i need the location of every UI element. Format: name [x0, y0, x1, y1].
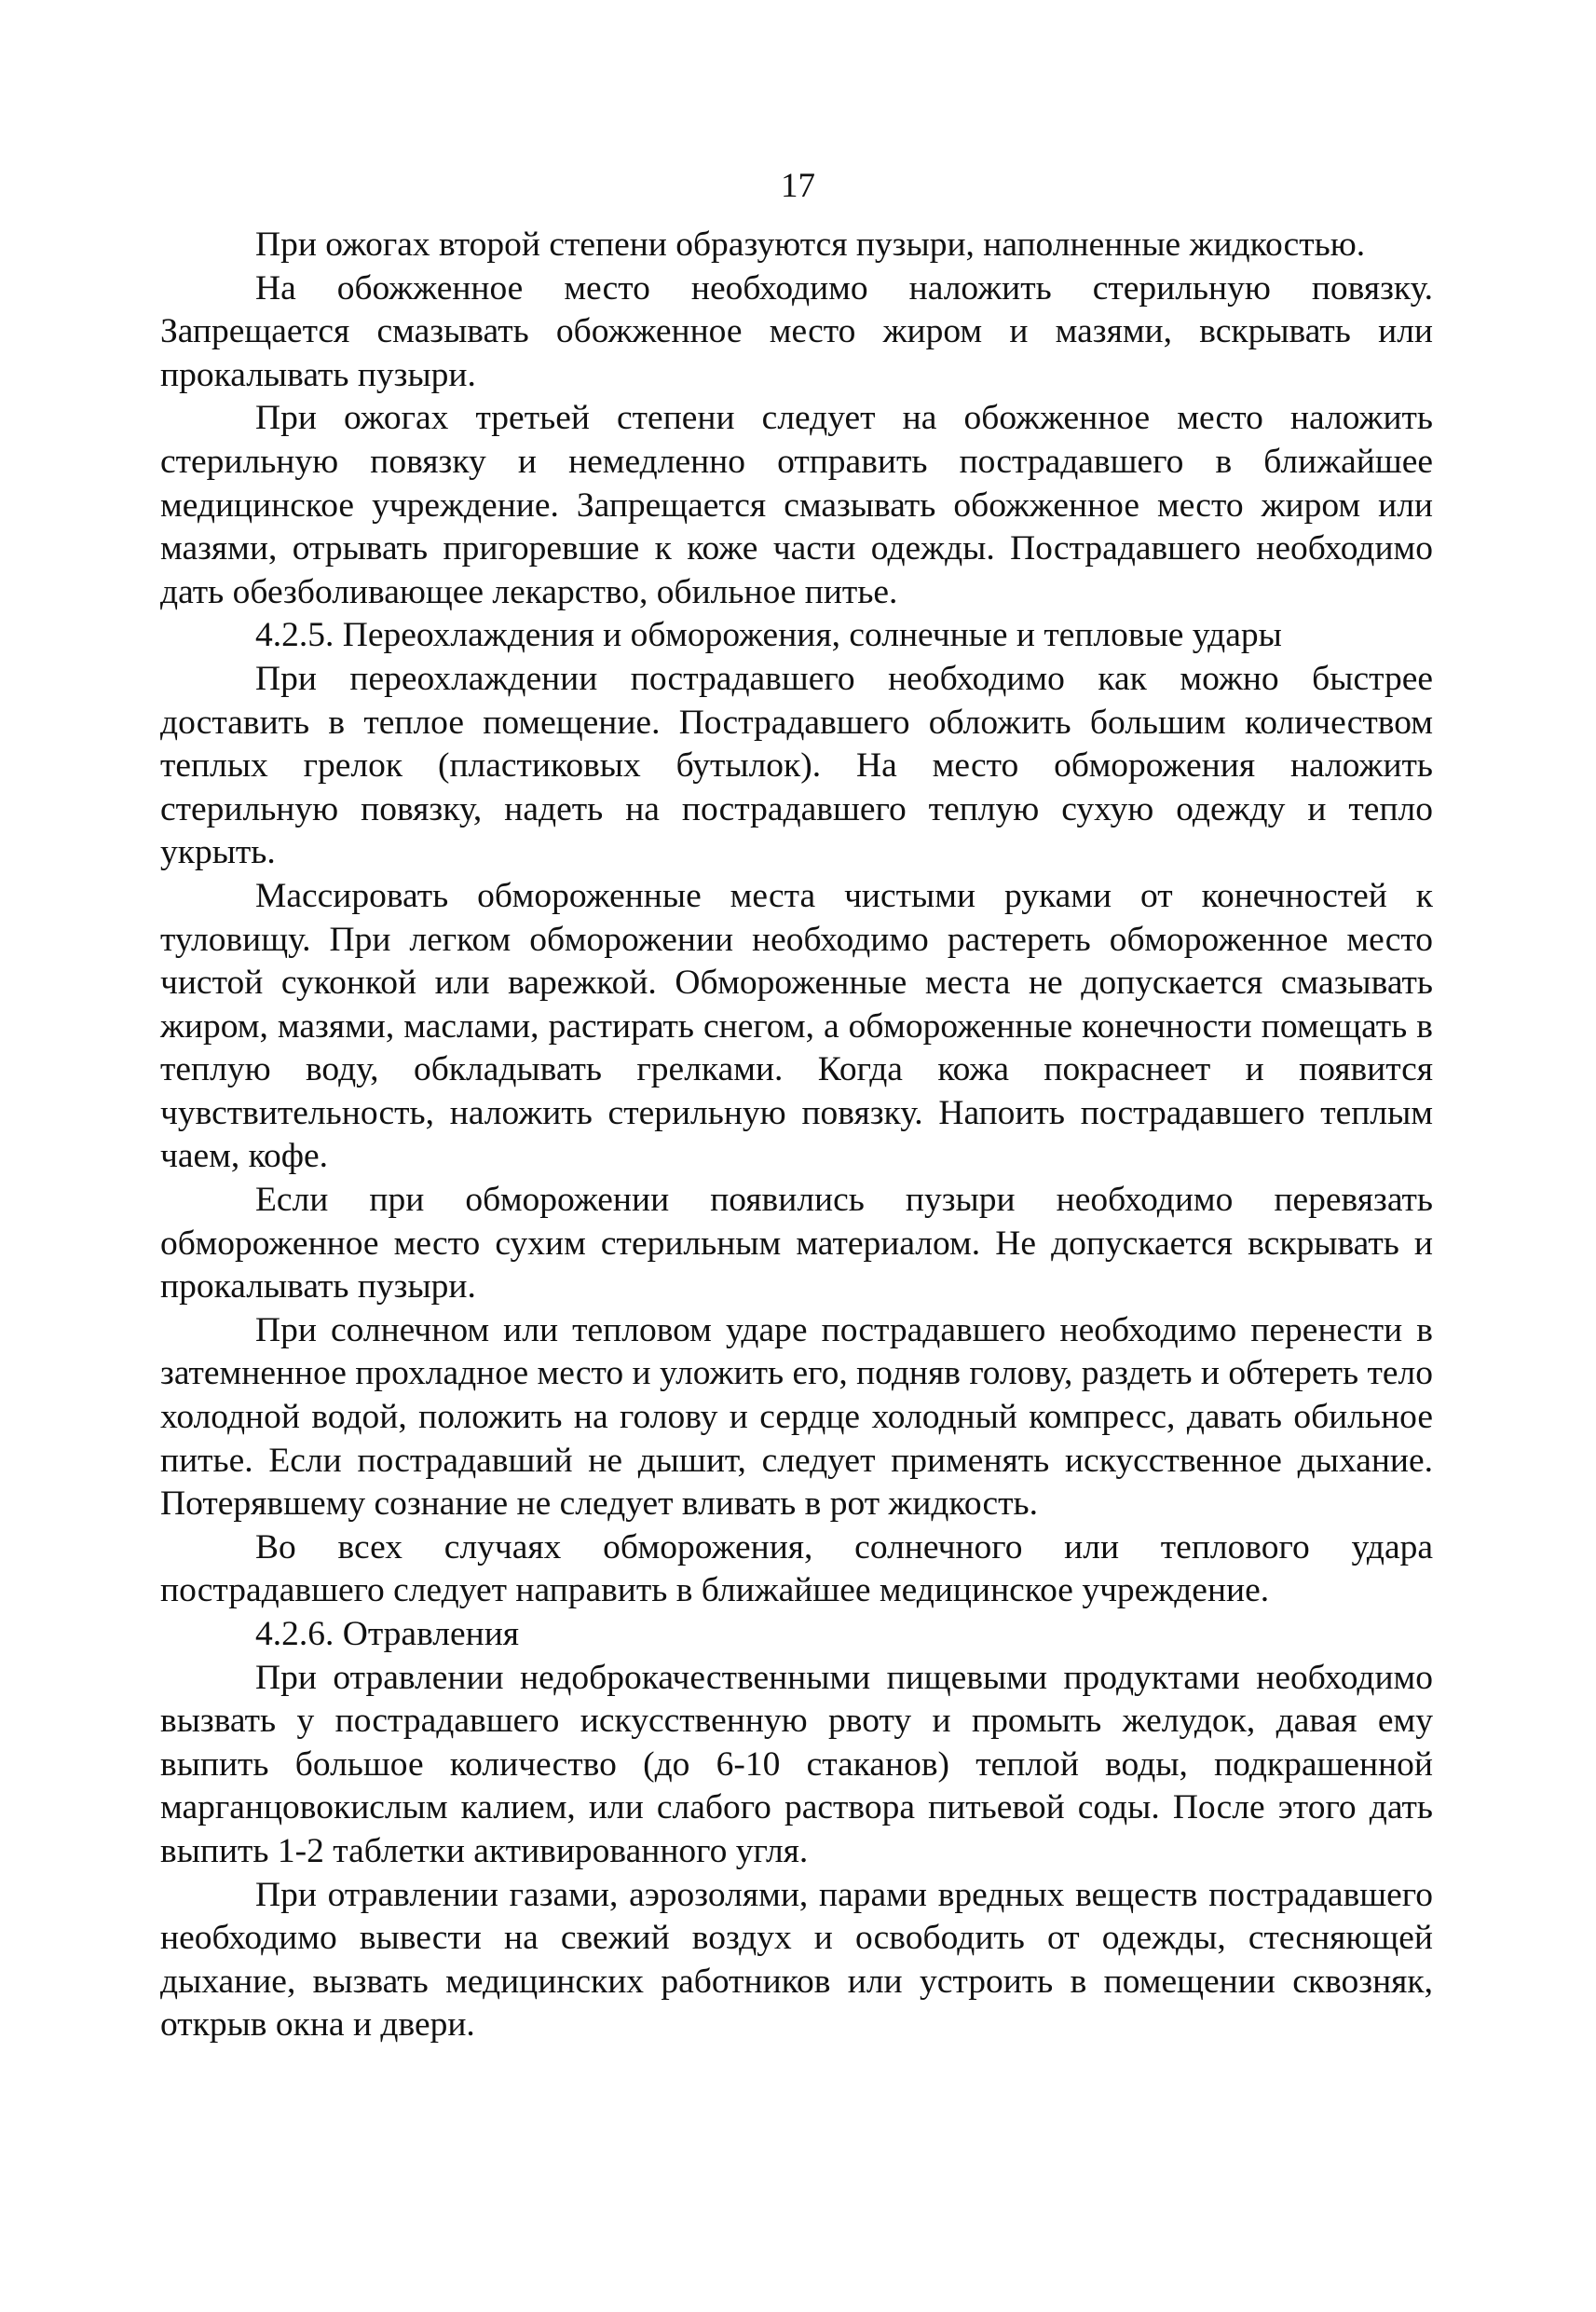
section-heading-4-2-5: 4.2.5. Переохлаждения и обморожения, солнечные и тепловые удары: [255, 616, 1282, 655]
paragraph-burns-dressing: На обожженное место необходимо наложить стерильную повязку. Запрещается смазывать обожженное место жиром и мазями, вскрывать или прокалывать пузыри.: [160, 268, 1433, 394]
section-heading-4-2-6: 4.2.6. Отравления: [255, 1615, 520, 1653]
paragraph-heatstroke: При солнечном или тепловом ударе пострадавшего необходимо перенести в затемненное прохладное место и уложить его, подняв голову, раздеть и обтереть тело холодной водой, положить на голову и сердце холодный компресс, давать обильное питье. Если пострадавший не дышит, следует применять искусственное дыхание. Потерявшему сознание не следует вливать в рот жидкость.: [160, 1310, 1433, 1524]
body-text: [160, 224, 1433, 2047]
paragraph-food-poisoning: При отравлении недоброкачественными пищевыми продуктами необходимо вызвать у пострадавшего искусственную рвоту и промыть желудок, давая ему выпить большое количество (до 6-10 стаканов) теплой воды, подкрашенной марганцовокислым калием, или слабого раствора питьевой соды. После этого дать выпить 1-2 таблетки активированного угля.: [160, 1658, 1433, 1870]
paragraph-hospital-referral: Во всех случаях обморожения, солнечного или теплового удара пострадавшего следует направить в ближайшее медицинское учреждение.: [160, 1527, 1433, 1610]
paragraph-frostbite-massage: Массировать обмороженные места чистыми руками от конечностей к туловищу. При легком обморожении необходимо растереть обмороженное место чистой суконкой или варежкой. Обмороженные места не допускается смазывать жиром, мазями, маслами, растирать снегом, а обмороженные конечности помещать в теплую воду, обкладывать грелками. Когда кожа покраснеет и появится чувствительность, наложить стерильную повязку. Напоить пострадавшего теплым чаем, кофе.: [160, 876, 1433, 1176]
paragraph-burns-second-degree: При ожогах второй степени образуются пузыри, наполненные жидкостью.: [255, 226, 1366, 264]
paragraph-gas-poisoning: При отравлении газами, аэрозолями, парами вредных веществ пострадавшего необходимо вывести на свежий воздух и освободить от одежды, стесняющей дыхание, вызвать медицинских работников или устроить в помещении сквозняк, открыв окна и двери.: [160, 1875, 1433, 2045]
page-number: 17: [781, 167, 815, 205]
paragraph-frostbite-blisters: Если при обморожении появились пузыри необходимо перевязать обмороженное место сухим стерильным материалом. Не допускается вскрывать и прокалывать пузыри.: [160, 1181, 1433, 1306]
paragraph-burns-third-degree: При ожогах третьей степени следует на обожженное место наложить стерильную повязку и немедленно отправить пострадавшего в ближайшее медицинское учреждение. Запрещается смазывать обожженное место жиром или мазями, отрывать пригоревшие к коже части одежды. Пострадавшего необходимо дать обезболивающее лекарство, обильное питье.: [160, 399, 1433, 611]
paragraph-hypothermia: При переохлаждении пострадавшего необходимо как можно быстрее доставить в теплое помещение. Пострадавшего обложить большим количеством теплых грелок (пластиковых бутылок). На место обморожения наложить стерильную повязку, надеть на пострадавшего теплую сухую одежду и тепло укрыть.: [160, 659, 1433, 872]
